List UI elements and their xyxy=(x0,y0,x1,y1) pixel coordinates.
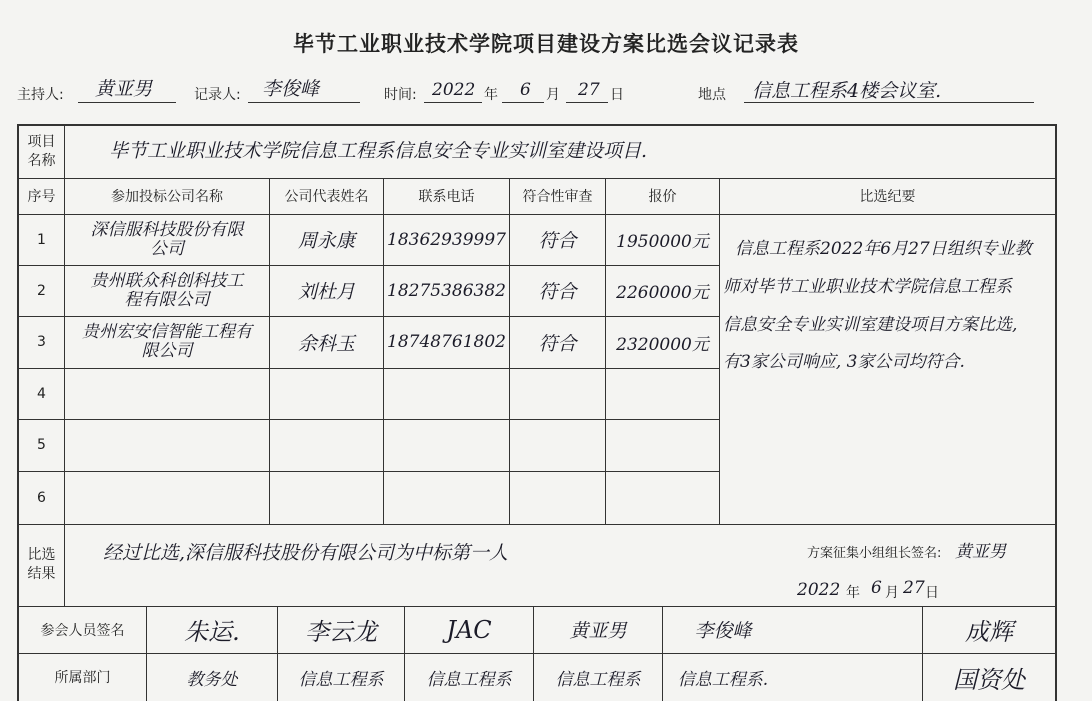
rule-row-5 xyxy=(19,471,719,472)
rule-result-label xyxy=(64,524,65,606)
rule-row-3 xyxy=(19,368,719,369)
time-day: 27 xyxy=(578,80,600,100)
result-label-line1: 比选 xyxy=(27,547,56,563)
row-3-review: 符合 xyxy=(538,332,577,355)
leader-signature: 黄亚男 xyxy=(955,542,1006,562)
project-name-value: 毕节工业职业技术学院信息工程系信息安全专业实训室建设项目. xyxy=(109,140,648,162)
attendee-signature-6: 成辉 xyxy=(965,618,1013,646)
row-2-company-line1: 贵州联众科创科技工 xyxy=(90,270,244,291)
attendee-dept-6: 国资处 xyxy=(953,665,1025,694)
result-label xyxy=(19,524,64,606)
row-1-rep: 周永康 xyxy=(297,230,355,252)
row-3-company-line2: 限公司 xyxy=(141,341,193,361)
attendee-sign-label: 参会人员签名 xyxy=(40,622,125,639)
row-2-review: 符合 xyxy=(538,281,577,303)
row-3-phone: 18748761802 xyxy=(387,332,506,352)
recorder-signature: 李俊峰 xyxy=(262,78,320,100)
attendee-dept-2: 信息工程系 xyxy=(298,669,384,690)
month-underline xyxy=(502,102,544,103)
result-date-month: 6 xyxy=(871,578,882,598)
result-value: 经过比选,深信服科技股份有限公司为中标第一人 xyxy=(103,542,509,564)
row-1-company xyxy=(65,214,269,265)
rule-row-4 xyxy=(19,419,719,420)
attendee-signature-2: 李云龙 xyxy=(305,618,377,646)
rule-col-price xyxy=(719,178,720,524)
result-date-year-unit: 年 xyxy=(846,585,860,601)
result-date-day: 27 xyxy=(903,578,925,598)
row-1-company-line2: 公司 xyxy=(150,238,184,259)
row-2-rep: 刘杜月 xyxy=(297,281,355,303)
place-value: 信息工程系4楼会议室. xyxy=(752,80,942,102)
year-unit: 年 xyxy=(484,87,498,103)
row-1-no: 1 xyxy=(37,231,46,248)
time-year: 2022 xyxy=(432,80,476,100)
recorder-underline xyxy=(248,102,360,103)
result-date-year: 2022 xyxy=(797,580,841,600)
col-header-phone: 联系电话 xyxy=(418,189,475,205)
minutes-line-4: 有3家公司响应, 3家公司均符合. xyxy=(723,352,965,372)
row-3-company-line1: 贵州宏安信智能工程有 xyxy=(82,322,252,342)
attendee-dept-label: 所属部门 xyxy=(54,670,111,686)
attendee-signature-3: JAC xyxy=(446,615,492,644)
row-5-no: 5 xyxy=(37,437,46,453)
col-header-company: 参加投标公司名称 xyxy=(111,189,223,205)
place-underline xyxy=(744,102,1034,103)
attendee-dept-4: 信息工程系 xyxy=(555,669,641,690)
col-header-rep: 公司代表姓名 xyxy=(284,189,369,205)
result-date-month-unit: 月 xyxy=(885,585,899,601)
recorder-label: 记录人: xyxy=(194,87,241,103)
host-label: 主持人: xyxy=(17,87,64,103)
minutes-line-1: 信息工程系2022年6月27日组织专业教 xyxy=(735,239,1032,259)
row-6-no: 6 xyxy=(37,489,46,506)
record-table xyxy=(17,124,1057,701)
result-date-day-unit: 日 xyxy=(925,585,939,601)
attendee-signature-4: 黄亚男 xyxy=(569,620,627,642)
attendee-signature-5: 李俊峰 xyxy=(694,620,752,642)
row-1-company-line1: 深信服科技股份有限 xyxy=(90,219,244,240)
host-underline xyxy=(78,102,176,103)
minutes-line-2: 师对毕节工业职业技术学院信息工程系 xyxy=(723,277,1012,297)
rule-rows-bottom xyxy=(19,524,1055,525)
row-4-no: 4 xyxy=(37,385,46,402)
time-label: 时间: xyxy=(384,87,417,103)
row-1-phone: 18362939997 xyxy=(387,229,506,250)
row-2-no: 2 xyxy=(37,282,46,299)
attendee-dept-1: 教务处 xyxy=(186,669,238,690)
col-header-price: 报价 xyxy=(648,189,677,205)
row-3-rep: 余科玉 xyxy=(297,332,355,355)
row-2-phone: 18275386382 xyxy=(387,280,506,301)
row-3-no: 3 xyxy=(37,334,46,350)
row-1-price: 1950000元 xyxy=(616,232,709,252)
month-unit: 月 xyxy=(546,87,560,103)
year-underline xyxy=(424,102,482,103)
minutes-line-3: 信息安全专业实训室建设项目方案比选, xyxy=(723,315,1018,335)
row-2-company-line2: 程有限公司 xyxy=(124,289,210,310)
row-3-company xyxy=(65,316,269,368)
leader-sign-label: 方案征集小组组长签名: xyxy=(807,546,942,561)
host-signature: 黄亚男 xyxy=(95,78,153,100)
result-label-line2: 结果 xyxy=(27,566,56,582)
attendee-dept-5: 信息工程系. xyxy=(677,669,769,690)
row-1-review: 符合 xyxy=(538,230,577,252)
rule-project-label xyxy=(64,126,65,178)
col-header-no: 序号 xyxy=(27,189,56,205)
form-title: 毕节工业职业技术学院项目建设方案比选会议记录表 xyxy=(293,32,799,56)
time-month: 6 xyxy=(520,80,531,100)
attendee-dept-3: 信息工程系 xyxy=(426,669,512,690)
day-unit: 日 xyxy=(610,87,624,103)
project-label-line2: 名称 xyxy=(27,153,56,169)
project-label xyxy=(19,126,64,178)
attendee-signature-1: 朱运. xyxy=(184,618,240,646)
row-2-price: 2260000元 xyxy=(616,283,709,303)
col-header-review: 符合性审查 xyxy=(522,189,593,205)
col-header-minutes: 比选纪要 xyxy=(859,189,916,205)
place-label: 地点 xyxy=(698,87,726,103)
row-2-company xyxy=(65,265,269,316)
project-label-line1: 项目 xyxy=(27,134,56,150)
row-3-price: 2320000元 xyxy=(616,334,709,355)
day-underline xyxy=(566,102,608,103)
